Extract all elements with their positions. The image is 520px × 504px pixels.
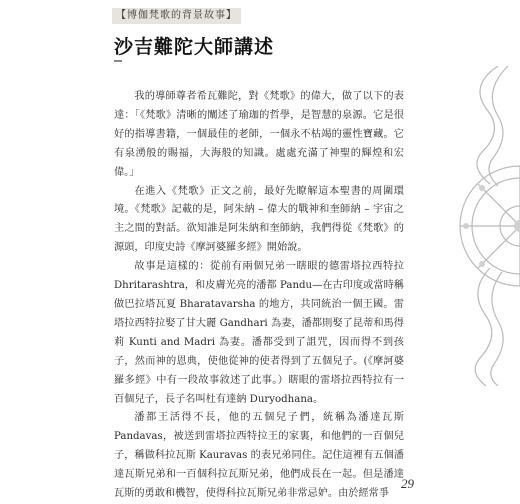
paragraph: 故事是這樣的：從前有兩個兄弟一瞎眼的德雷塔拉西特拉 Dhritarashtra，和皮膚光亮的潘都 Pandu—在古印度或當時稱做巴拉塔瓦夏 Bharatavarsha 的地方，共同統治一個王國。雷塔拉西特拉娶了甘大麗 Gandhari 為妻，潘都則娶了昆蒂和馬得莉 Kunti and Madri 為妻。潘都受到了詛咒，因而得不到孩子，然而神的恩典，使他從神的使者得到了五個兒子。(《摩訶婆羅多經》中有一段故事敘述了此事。）瞎眼的雷塔拉西特拉有一百個兒子，長子名叫杜有達納 Duryodhana。 <box>114 261 404 405</box>
page-number: 29 <box>401 476 414 491</box>
paragraph: 潘都王活得不長，他的五個兒子們，統稱為潘達瓦斯 Pandavas，被送到雷塔拉西特拉王的家裏，和他們的一百個兒子，稱做科拉瓦斯 Kauravas 的表兄弟同住。記住這裡有五個潘達瓦斯兄弟和一百個科拉瓦斯兄弟，他們成長在一起。但是潘達瓦斯的勇敢和機智，使得科拉瓦斯兄弟非常忌妒。由於經常爭 <box>114 412 404 500</box>
running-header: 【博伽梵歌的背景故事】 <box>112 8 241 24</box>
paragraph: 我的導師尊者希瓦難陀，對《梵歌》的偉大，做了以下的表達：「《梵歌》清晰的闡述了瑜珈的哲學，是智慧的泉源。它是很好的指導書籍，一個最佳的老師，一個永不枯竭的靈性寶藏。它有泉湧般的賜福，大海般的知識。處處充滿了神聖的輝煌和宏偉。」 <box>114 91 404 178</box>
paragraph: 在進入《梵歌》正文之前，最好先瞭解這本聖書的周圍環境。《梵歌》記載的是，阿朱納 – 偉大的戰神和奎師納 – 宇宙之主之間的對話。欲知誰是阿朱納和奎師納，我們得從《梵歌》的源頭，印度史詩《摩訶婆羅多經》開始說。 <box>114 185 404 254</box>
chapter-title: 沙吉難陀大師講述 <box>114 36 275 58</box>
dharma-wheel-ornament <box>428 66 520 386</box>
body-text <box>114 88 404 504</box>
title-rule <box>114 60 122 62</box>
